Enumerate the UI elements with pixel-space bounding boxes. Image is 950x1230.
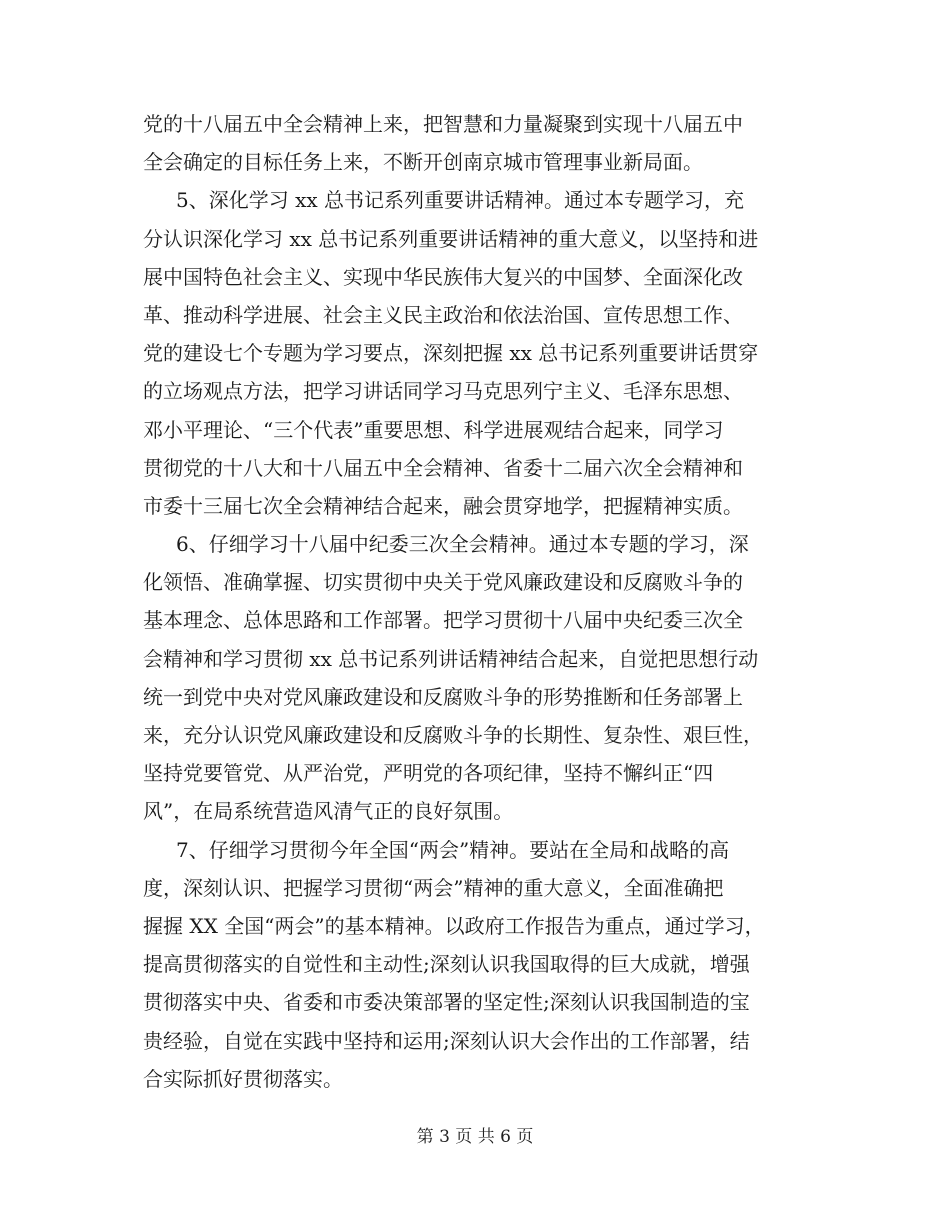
text-line: 基本理念、总体思路和工作部署。把学习贯彻十八届中央纪委三次全 xyxy=(143,608,743,633)
text-line: 的立场观点方法，把学习讲话同学习马克思列宁主义、毛泽东思想、 xyxy=(143,379,743,404)
text-line: 会精神和学习贯彻 xx 总书记系列讲话精神结合起来，自觉把思想行动 xyxy=(143,646,759,671)
paragraph-start-line: 7、仔细学习贯彻今年全国“两会”精神。要站在全局和战略的高 xyxy=(176,837,730,862)
text-line: 市委十三届七次全会精神结合起来，融会贯穿地学，把握精神实质。 xyxy=(143,493,743,518)
body-text xyxy=(143,105,818,1098)
text-line: 党的十八届五中全会精神上来，把智慧和力量凝聚到实现十八届五中 xyxy=(143,112,743,136)
text-line: 化领悟、准确掌握、切实贯彻中央关于党风廉政建设和反腐败斗争的 xyxy=(143,570,743,595)
text-line: 展中国特色社会主义、实现中华民族伟大复兴的中国梦、全面深化改 xyxy=(143,264,743,289)
text-line: 合实际抓好贯彻落实。 xyxy=(143,1066,343,1091)
text-line: 来，充分认识党风廉政建设和反腐败斗争的长期性、复杂性、艰巨性， xyxy=(143,723,763,747)
text-line: 全会确定的目标任务上来，不断开创南京城市管理事业新局面。 xyxy=(143,150,703,175)
text-line: 革、推动科学进展、社会主义民主政治和依法治国、宣传思想工作、 xyxy=(143,302,743,327)
text-line: 统一到党中央对党风廉政建设和反腐败斗争的形势推断和任务部署上 xyxy=(143,684,743,709)
text-line: 贯彻落实中央、省委和市委决策部署的坚定性;深刻认识我国制造的宝 xyxy=(143,990,750,1015)
page-number-footer: 第 3 页 共 6 页 xyxy=(416,1127,534,1147)
text-line: 坚持党要管党、从严治党，严明党的各项纪律，坚持不懈纠正“四 xyxy=(143,761,714,786)
text-line: 贵经验，自觉在实践中坚持和运用;深刻认识大会作出的工作部署，结 xyxy=(143,1028,750,1053)
text-line: 度，深刻认识、把握学习贯彻“两会”精神的重大意义，全面准确把 xyxy=(143,875,724,900)
text-line: 党的建设七个专题为学习要点，深刻把握 xx 总书记系列重要讲话贯穿 xyxy=(143,341,759,366)
text-line: 分认识深化学习 xx 总书记系列重要讲话精神的重大意义，以坚持和进 xyxy=(143,226,759,251)
paragraph-start-line: 5、深化学习 xx 总书记系列重要讲话精神。通过本专题学习，充 xyxy=(176,188,744,213)
text-line: 风”，在局系统营造风清气正的良好氛围。 xyxy=(143,799,514,824)
text-line: 提高贯彻落实的自觉性和主动性;深刻认识我国取得的巨大成就，增强 xyxy=(143,952,750,977)
text-line: 邓小平理论、“三个代表”重要思想、科学进展观结合起来，同学习 xyxy=(143,417,724,442)
text-line: 贯彻党的十八大和十八届五中全会精神、省委十二届六次全会精神和 xyxy=(143,455,743,480)
text-line: 握握 XX 全国“两会”的基本精神。以政府工作报告为重点，通过学习， xyxy=(143,913,765,938)
paragraph-start-line: 6、仔细学习十八届中纪委三次全会精神。通过本专题的学习，深 xyxy=(176,532,749,557)
